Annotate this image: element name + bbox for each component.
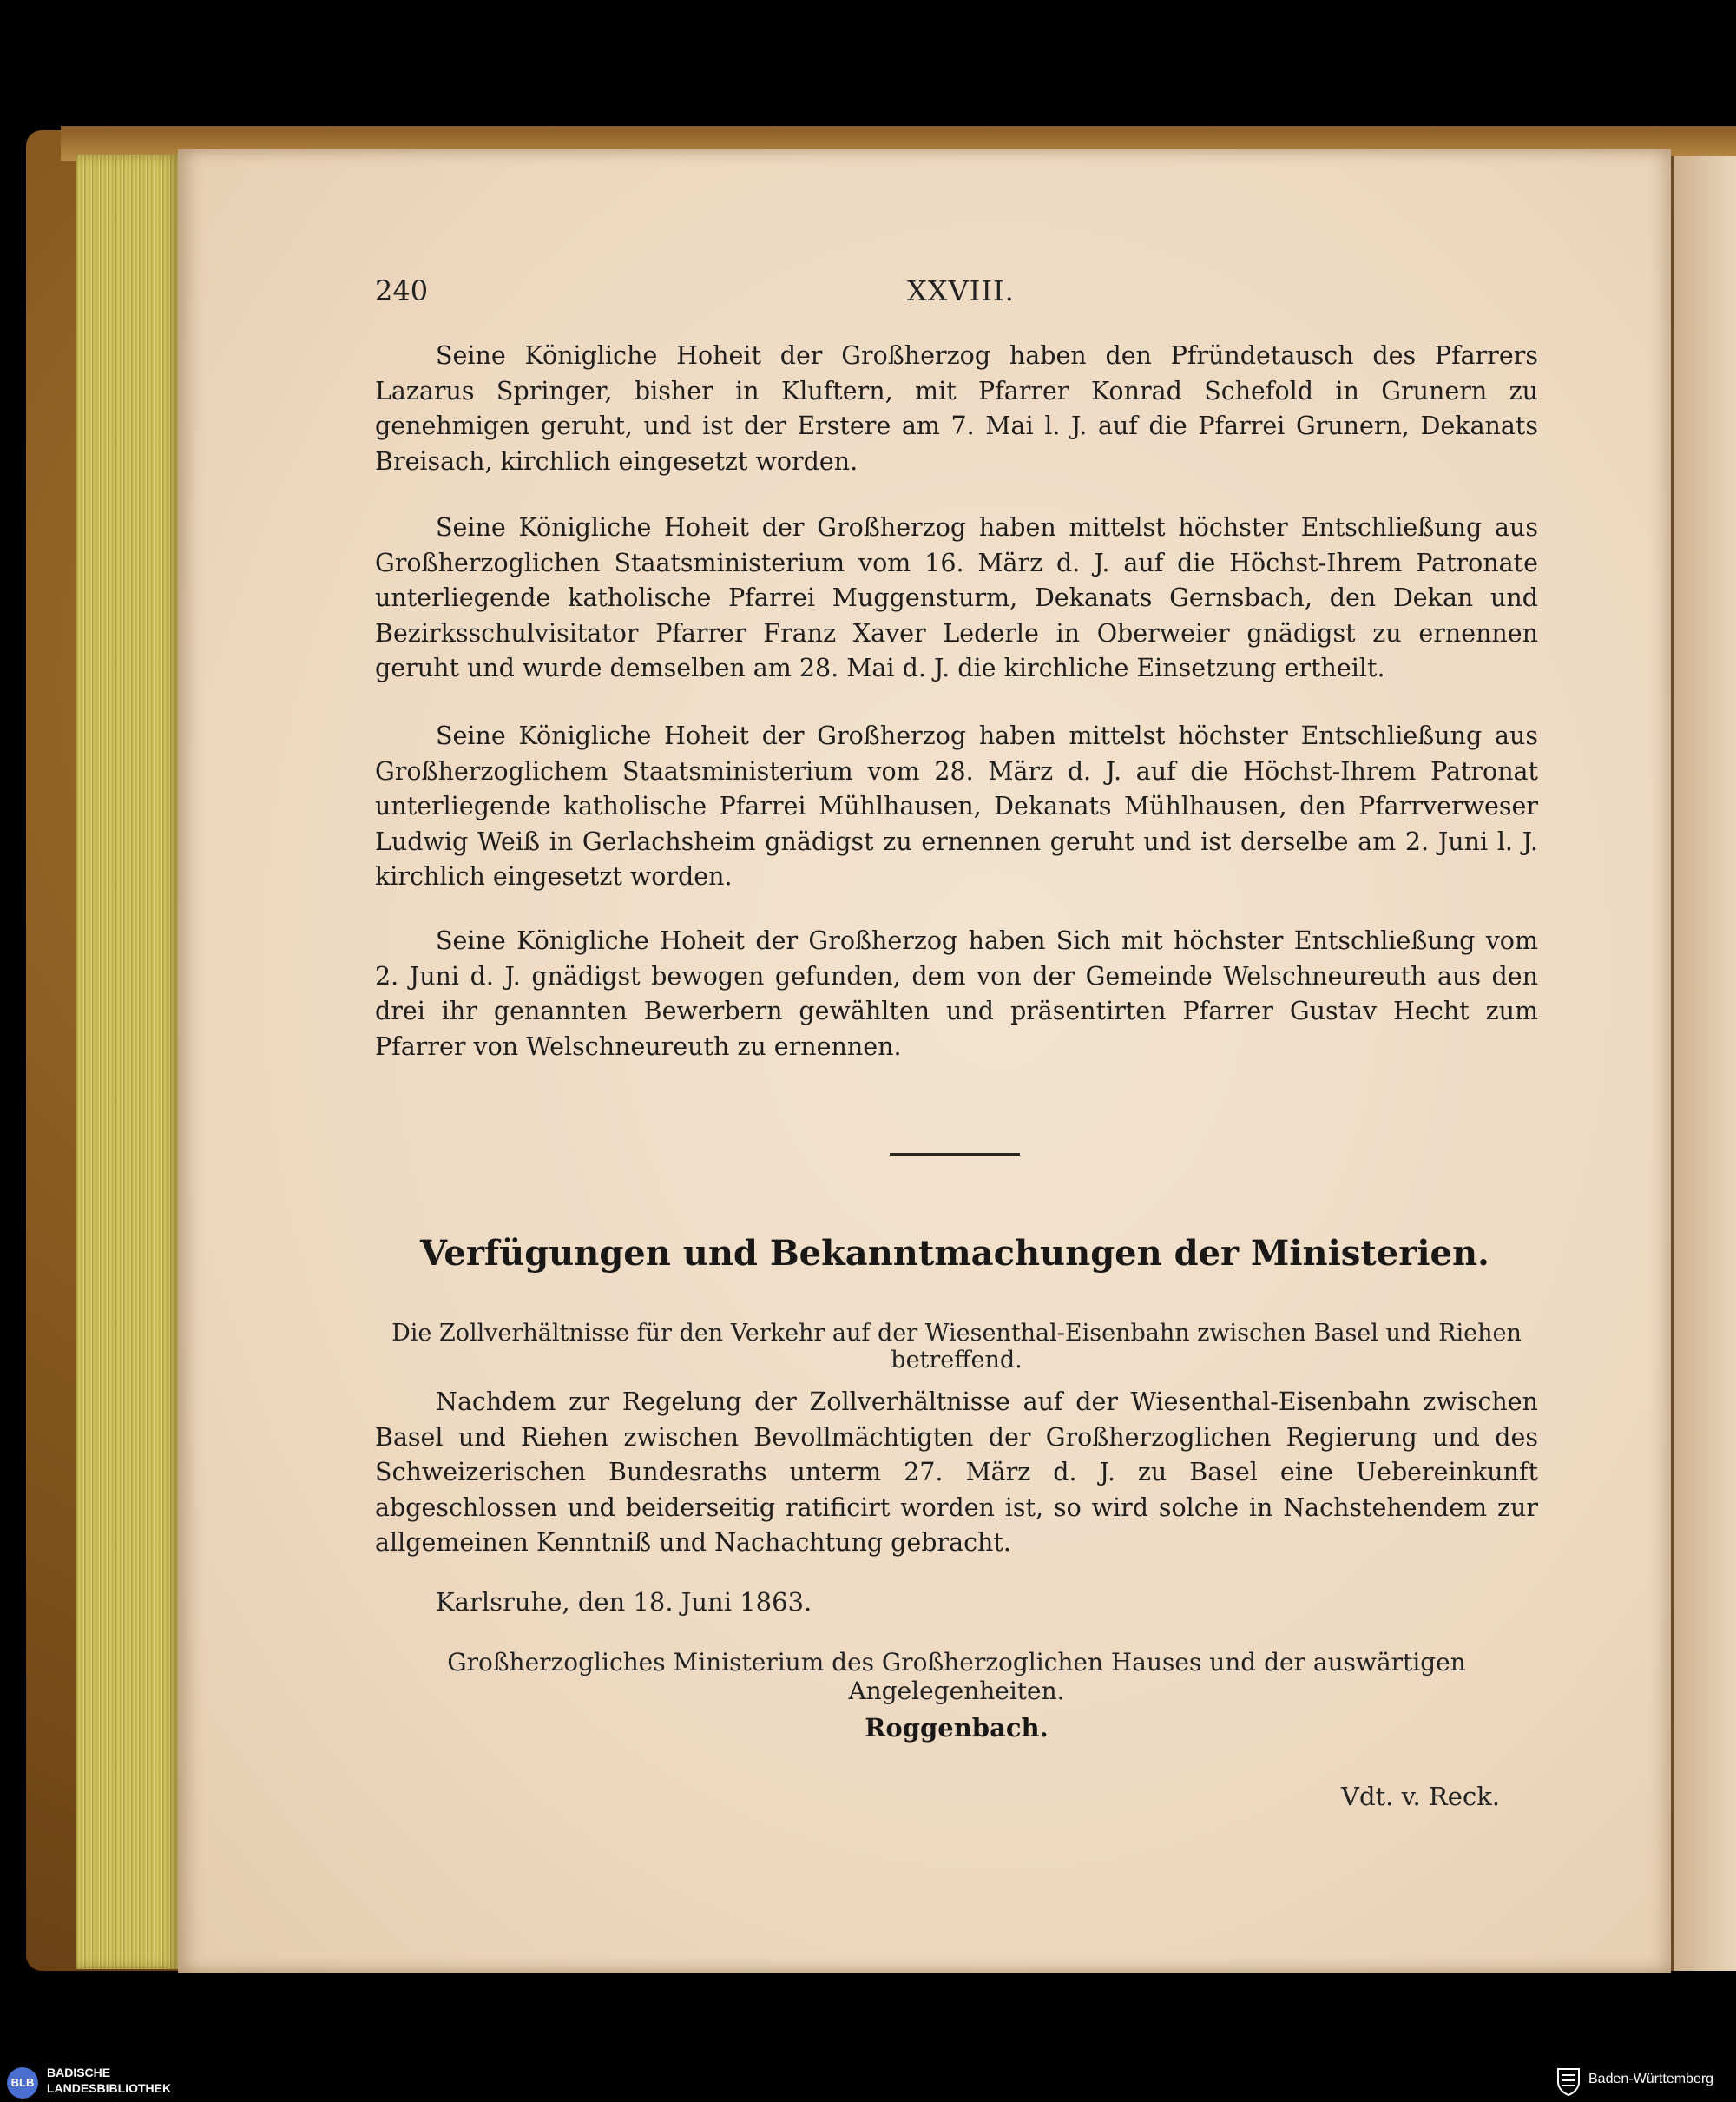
- section-title: Verfügungen und Bekanntmachungen der Ministerien.: [420, 1233, 1489, 1274]
- library-name-line2: LANDESBIBLIOTHEK: [47, 2081, 172, 2095]
- signer: Roggenbach.: [865, 1713, 1049, 1743]
- state-name[interactable]: Baden-Württemberg: [1588, 2072, 1714, 2086]
- library-name-line1: BADISCHE: [47, 2066, 111, 2079]
- section-divider: [890, 1153, 1020, 1156]
- next-page-edge: [1671, 156, 1736, 1971]
- state-crest-icon: [1555, 2066, 1581, 2096]
- page-number: 240: [375, 274, 429, 307]
- library-name: [47, 2065, 171, 2096]
- page-edges: [76, 155, 181, 1969]
- place-date: Karlsruhe, den 18. Juni 1863.: [436, 1587, 812, 1617]
- paragraph-4: Seine Königliche Hoheit der Großherzog haben Sich mit höchster Entschließung vom 2. Juni d. J. gnädigst bewogen gefunden, dem von der Gemeinde Welschneureuth aus den drei ihr genannten Bewerbern gewählten und präsentirten Pfarrer Gustav Hecht zum Pfarrer von Welschneureuth zu ernennen.: [375, 926, 1538, 1061]
- section-body: Nachdem zur Regelung der Zollverhältnisse auf der Wiesenthal-Eisenbahn zwischen Basel und Riehen zwischen Bevollmächtigten der Großherzoglichen Regierung und des Schweizerischen Bundesraths unterm 27. März d. J. zu Basel eine Uebereinkunft abgeschlossen und beiderseitig ratificirt worden ist, so wird solche in Nachstehendem zur allgemeinen Kenntniß und Nachachtung gebracht.: [375, 1387, 1538, 1557]
- paragraph-2: Seine Königliche Hoheit der Großherzog haben mittelst höchster Entschließung aus Großherzoglichen Staatsministerium vom 16. März d. J. auf die Höchst-Ihrem Patronate unterliegende katholische Pfarrei Muggensturm, Dekanats Gernsbach, den Dekan und Bezirksschulvisitator Pfarrer Franz Xaver Lederle in Oberweier gnädigst zu ernennen geruht und wurde demselben am 28. Mai d. J. die kirchliche Einsetzung ertheilt.: [375, 513, 1538, 682]
- section-subject: Die Zollverhältnisse für den Verkehr auf der Wiesenthal-Eisenbahn zwischen Basel und Riehen betreffend.: [391, 1320, 1522, 1374]
- blb-logo[interactable]: BLB: [7, 2067, 38, 2099]
- paragraph-3: Seine Königliche Hoheit der Großherzog haben mittelst höchster Entschließung aus Großherzoglichem Staatsministerium vom 28. März d. J. auf die Höchst-Ihrem Patronat unterliegende katholische Pfarrei Mühlhausen, Dekanats Mühlhausen, den Pfarrverweser Ludwig Weiß in Gerlachsheim gnädigst zu ernennen geruht und ist derselbe am 2. Juni l. J. kirchlich eingesetzt worden.: [375, 722, 1538, 891]
- vdt-line: Vdt. v. Reck.: [1341, 1782, 1501, 1811]
- paragraph-1: Seine Königliche Hoheit der Großherzog haben den Pfründetausch des Pfarrers Lazarus Springer, bisher in Kluftern, mit Pfarrer Konrad Schefold in Grunern zu genehmigen geruht, und ist der Erstere am 7. Mai l. J. auf die Pfarrei Grunern, Dekanats Breisach, kirchlich eingesetzt worden.: [375, 341, 1538, 476]
- footer-bar: [0, 2059, 1736, 2102]
- page-header: XXVIII.: [907, 274, 1015, 307]
- ministry-line: Großherzogliches Ministerium des Großherzoglichen Hauses und der auswärtigen Angelegenheiten.: [447, 1648, 1466, 1705]
